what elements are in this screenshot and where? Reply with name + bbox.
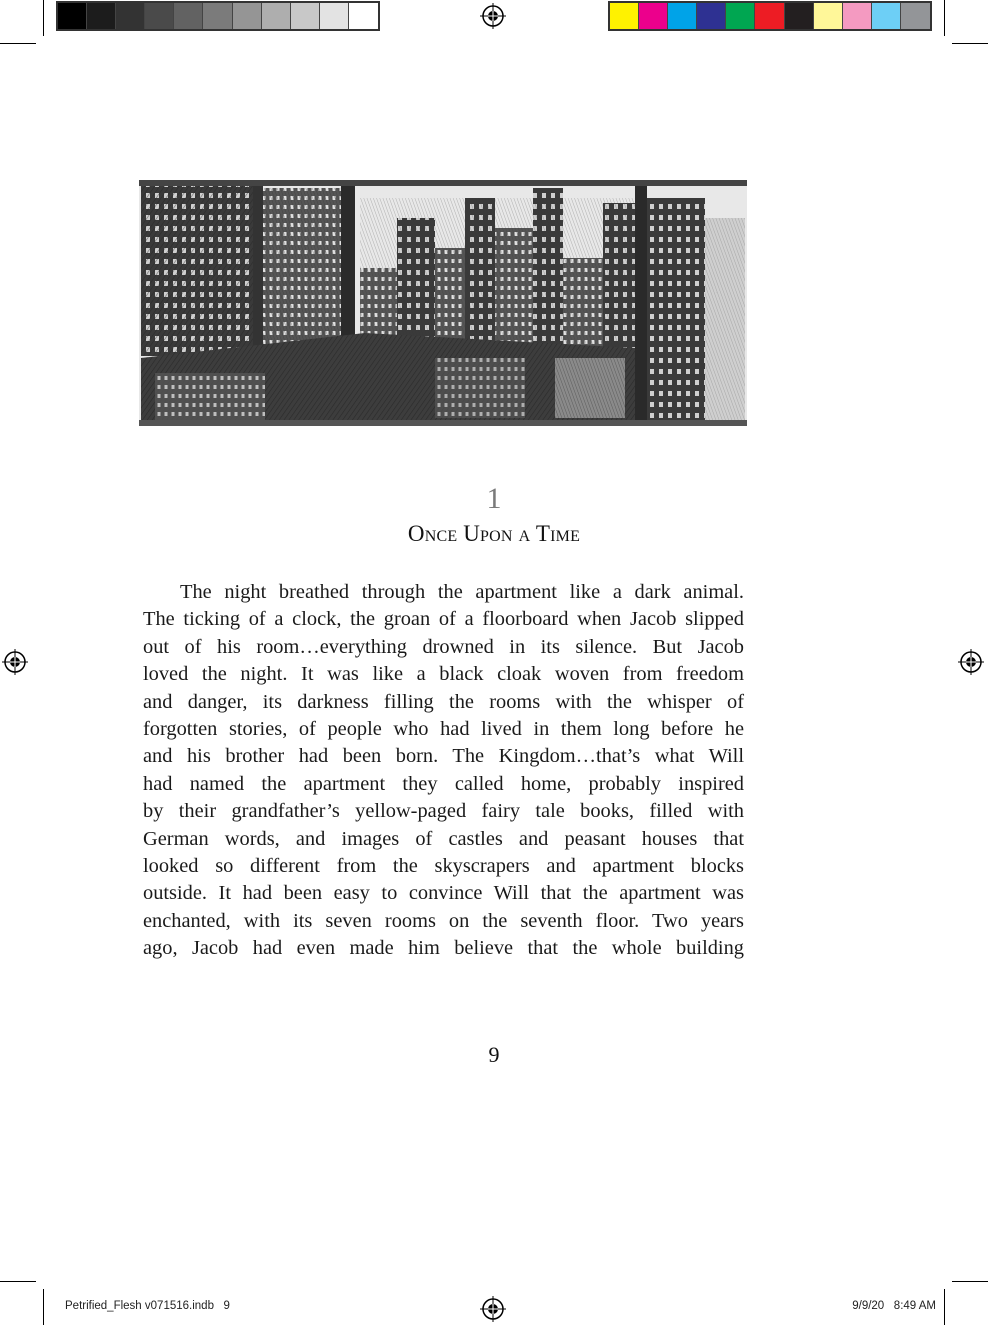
text-line: by their grandfather’s yellow-paged fairy tale books, filled with [143, 800, 744, 823]
text-line: looked so different from the skyscrapers and apartment blocks [143, 854, 744, 877]
crop-mark-bottom-right-h [952, 1281, 988, 1282]
gray-swatch [291, 3, 320, 29]
text-line: The night breathed through the apartment like a dark animal. [180, 581, 744, 603]
process-color-bar [608, 1, 932, 31]
color-swatch [668, 3, 697, 29]
gray-swatch [116, 3, 145, 29]
text-line: and his brother had been born. The Kingdom…that’s what Will [143, 745, 744, 768]
text-line: German words, and images of castles and peasant houses that [143, 827, 744, 850]
text-line: out of his room…everything drowned in its silence. But Jacob [143, 635, 744, 658]
color-swatch [726, 3, 755, 29]
color-swatch [639, 3, 668, 29]
grayscale-color-bar [56, 1, 380, 31]
crop-mark-top-right-v [944, 0, 945, 36]
registration-mark-top-icon [480, 3, 506, 29]
text-line: ago, Jacob had even made him believe that the whole building [143, 937, 744, 960]
gray-swatch [320, 3, 349, 29]
city-skyline-illustration [135, 158, 755, 430]
registration-mark-bottom-icon [480, 1296, 506, 1322]
registration-mark-left-icon [2, 649, 28, 675]
crop-mark-top-left-h [0, 43, 36, 44]
crop-mark-bottom-left-h [0, 1281, 36, 1282]
color-swatch [843, 3, 872, 29]
color-swatch [697, 3, 726, 29]
chapter-title: Once Upon a Time [407, 521, 581, 546]
color-swatch [755, 3, 784, 29]
slug-timestamp: 9/9/20 8:49 AM [852, 1300, 936, 1312]
crop-mark-bottom-left-v [43, 1289, 44, 1325]
gray-swatch [58, 3, 87, 29]
slug-file-info: Petrified_Flesh v071516.indb 9 [65, 1300, 230, 1312]
gray-swatch [174, 3, 203, 29]
text-line: outside. It had been easy to convince Will that the apartment was [143, 882, 744, 905]
gray-swatch [203, 3, 232, 29]
crop-mark-top-left-v [43, 0, 44, 36]
chapter-number: 1 [486, 482, 502, 515]
gray-swatch [145, 3, 174, 29]
text-line: forgotten stories, of people who had lived in them long before he [143, 717, 744, 740]
gray-swatch [87, 3, 116, 29]
color-swatch [785, 3, 814, 29]
color-swatch [872, 3, 901, 29]
color-swatch [610, 3, 639, 29]
gray-swatch [262, 3, 291, 29]
registration-mark-right-icon [958, 649, 984, 675]
text-line: had named the apartment they called home, probably inspired [143, 772, 744, 795]
gray-swatch [349, 3, 378, 29]
text-line: loved the night. It was like a black cloak woven from freedom [143, 663, 744, 686]
text-line: and danger, its darkness filling the rooms with the whisper of [143, 690, 744, 713]
page-number: 9 [488, 1042, 500, 1067]
color-swatch [901, 3, 930, 29]
body-paragraph [143, 579, 744, 962]
crop-mark-bottom-right-v [944, 1289, 945, 1325]
text-line: enchanted, with its seven rooms on the seventh floor. Two years [143, 909, 744, 932]
text-line: The ticking of a clock, the groan of a floorboard when Jacob slipped [143, 608, 744, 631]
color-swatch [814, 3, 843, 29]
gray-swatch [233, 3, 262, 29]
crop-mark-top-right-h [952, 43, 988, 44]
